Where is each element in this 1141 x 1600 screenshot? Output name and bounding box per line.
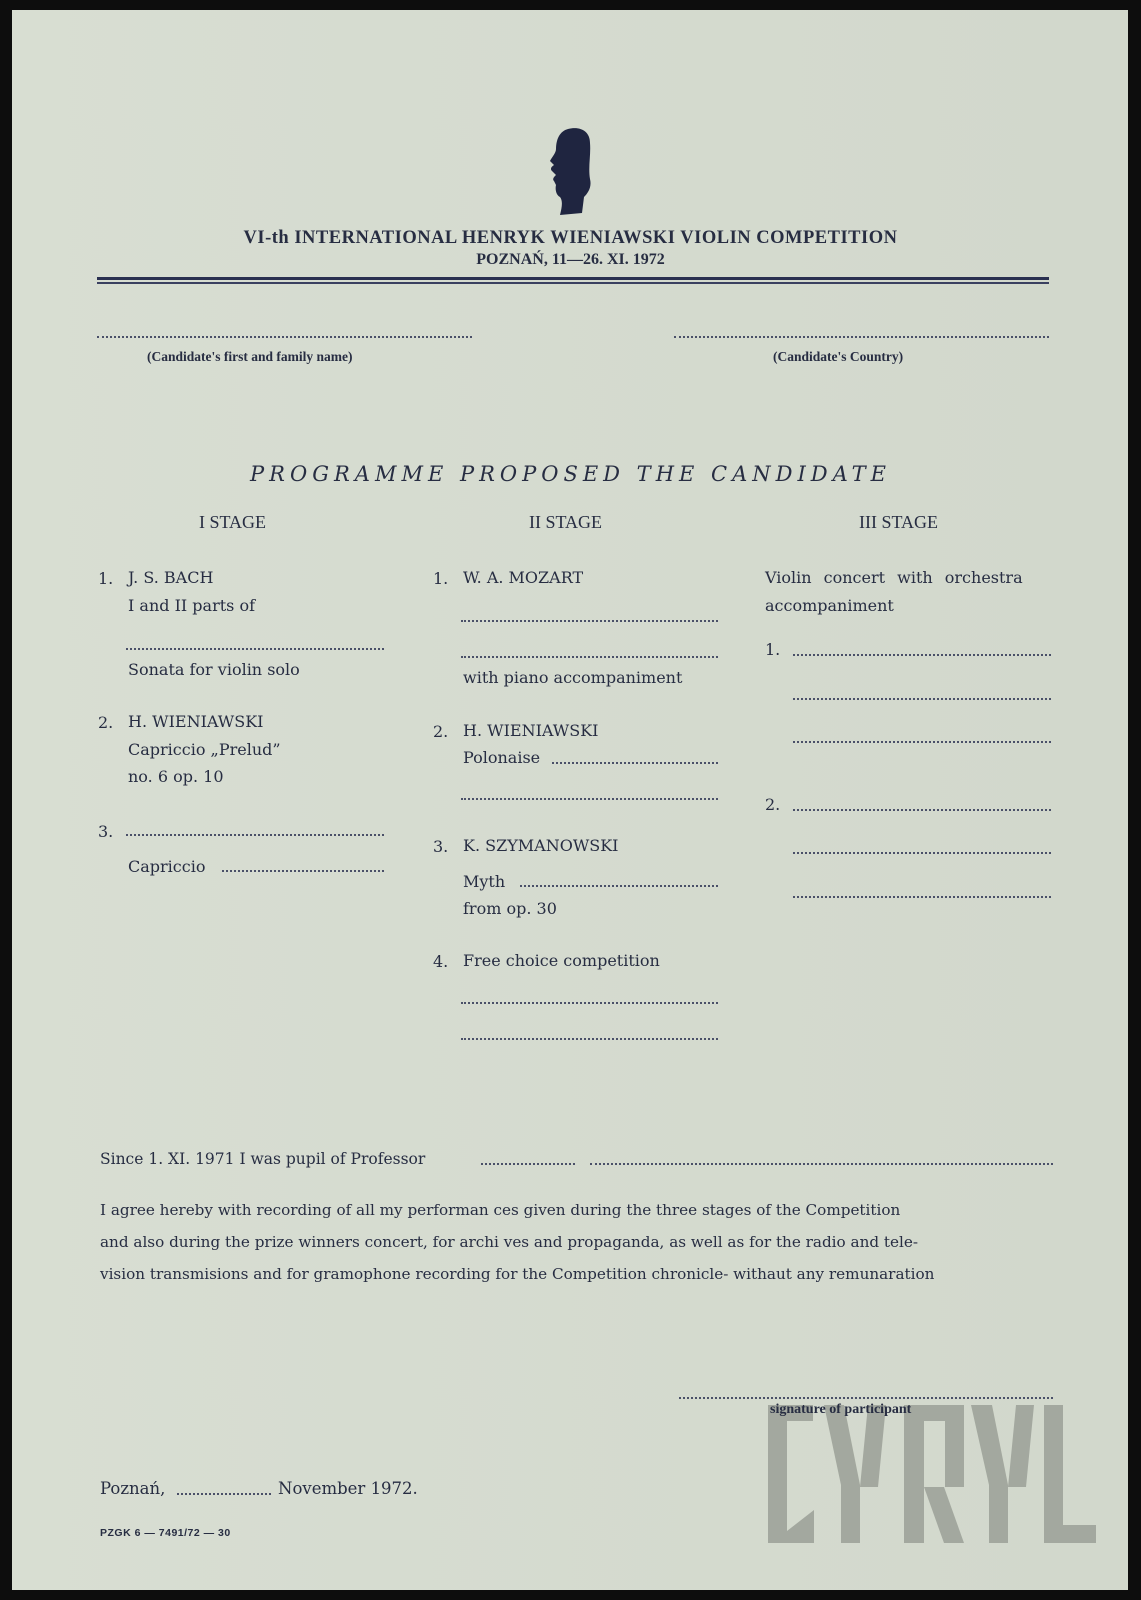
candidate-country-field[interactable] (674, 336, 1049, 338)
candidate-name-field[interactable] (97, 336, 472, 338)
stage-2-myth-field[interactable] (520, 885, 718, 887)
stage-2-item-3-myth: Myth (463, 872, 506, 891)
stage-1-item-3-field[interactable] (126, 834, 384, 836)
wieniawski-silhouette-icon (538, 127, 608, 217)
stage-3-intro-line-2: accompaniment (765, 596, 894, 615)
date-month-year: November 1972. (278, 1479, 418, 1498)
header-divider-secondary (97, 282, 1049, 284)
stage-3-item-2-number: 2. (765, 795, 781, 814)
candidate-country-caption: (Candidate's Country) (773, 349, 904, 364)
cyryl-watermark-logo (768, 1405, 1108, 1543)
stage-2-item-1-accompaniment: with piano accompaniment (463, 668, 683, 687)
stage-2-item-3-number: 3. (433, 837, 449, 856)
stage-2-polonaise-field[interactable] (552, 762, 718, 764)
stage-1-item-1-sonata: Sonata for violin solo (128, 660, 300, 679)
stage-2-item-1-field-a[interactable] (461, 620, 718, 622)
stage-3-item-2-field-c[interactable] (793, 896, 1051, 898)
date-place: Poznań, (100, 1479, 166, 1498)
stage-1-capriccio-field[interactable] (222, 870, 384, 872)
stage-2-item-1-composer: W. A. MOZART (463, 568, 584, 587)
stage-2-item-4-label: Free choice competition (463, 951, 660, 970)
stage-1-item-1-number: 1. (98, 569, 114, 588)
stage-1-item-2-title: Capriccio „Prelud” (128, 740, 281, 759)
stage-2-item-4-field-a[interactable] (461, 1002, 718, 1004)
stage-2-item-3-composer: K. SZYMANOWSKI (463, 836, 619, 855)
date-day-field[interactable] (177, 1493, 271, 1495)
professor-field-b[interactable] (590, 1163, 1053, 1165)
competition-title: VI-th INTERNATIONAL HENRYK WIENIAWSKI VIOLIN COMPETITION (243, 228, 898, 248)
signature-caption: signature of participant (770, 1402, 912, 1417)
stage-1-item-2-composer: H. WIENIAWSKI (128, 712, 264, 731)
stage-2-item-2-field[interactable] (461, 798, 718, 800)
stage-2-item-1-number: 1. (433, 569, 449, 588)
stage-2-item-1-field-b[interactable] (461, 656, 718, 658)
stage-1-item-2-opus: no. 6 op. 10 (128, 767, 224, 786)
stage-2-item-2-composer: H. WIENIAWSKI (463, 721, 599, 740)
stage-2-item-2-number: 2. (433, 722, 449, 741)
stage-2-item-2-polonaise: Polonaise (463, 748, 541, 767)
declaration-line-3: vision transmisions and for gramophone recording for the Competition chronicle- withaut any remunaration (100, 1265, 935, 1283)
stage-3-item-1-field-a[interactable] (793, 654, 1051, 656)
declaration-line-1: I agree hereby with recording of all my performan ces given during the three stages of the Competition (100, 1201, 901, 1219)
programme-title: PROGRAMME PROPOSED THE CANDIDATE (250, 462, 891, 486)
stage-3-item-1-field-c[interactable] (793, 741, 1051, 743)
stage-1-item-2-number: 2. (98, 713, 114, 732)
stage-3-heading: III STAGE (859, 512, 939, 532)
stage-3-item-1-number: 1. (765, 640, 781, 659)
stage-2-item-4-field-b[interactable] (461, 1038, 718, 1040)
stage-1-item-1-composer: J. S. BACH (128, 568, 214, 587)
stage-1-item-3-capriccio: Capriccio (128, 857, 206, 876)
professor-field-a[interactable] (481, 1163, 575, 1165)
stage-1-item-3-number: 3. (98, 822, 114, 841)
print-code: PZGK 6 — 7491/72 — 30 (100, 1527, 231, 1539)
stage-1-item-1-field[interactable] (126, 648, 384, 650)
stage-3-intro: Violin concert with orchestra (765, 568, 1023, 587)
stage-3-item-2-field-a[interactable] (793, 809, 1051, 811)
stage-1-item-1-description: I and II parts of (128, 596, 256, 615)
stage-2-heading: II STAGE (529, 512, 603, 532)
declaration-line-2: and also during the prize winners concert, for archi ves and propaganda, as well as for the radio and tele- (100, 1233, 918, 1251)
stage-3-item-1-field-b[interactable] (793, 698, 1051, 700)
stage-3-item-2-field-b[interactable] (793, 852, 1051, 854)
header-divider (97, 277, 1049, 280)
stage-2-item-3-opus: from op. 30 (463, 899, 557, 918)
stage-1-heading: I STAGE (199, 512, 267, 532)
competition-dates: POZNAŃ, 11—26. XI. 1972 (476, 251, 665, 268)
stage-2-item-4-number: 4. (433, 952, 449, 971)
professor-statement: Since 1. XI. 1971 I was pupil of Professor (100, 1150, 426, 1168)
signature-field[interactable] (679, 1397, 1053, 1399)
candidate-name-caption: (Candidate's first and family name) (147, 349, 353, 364)
